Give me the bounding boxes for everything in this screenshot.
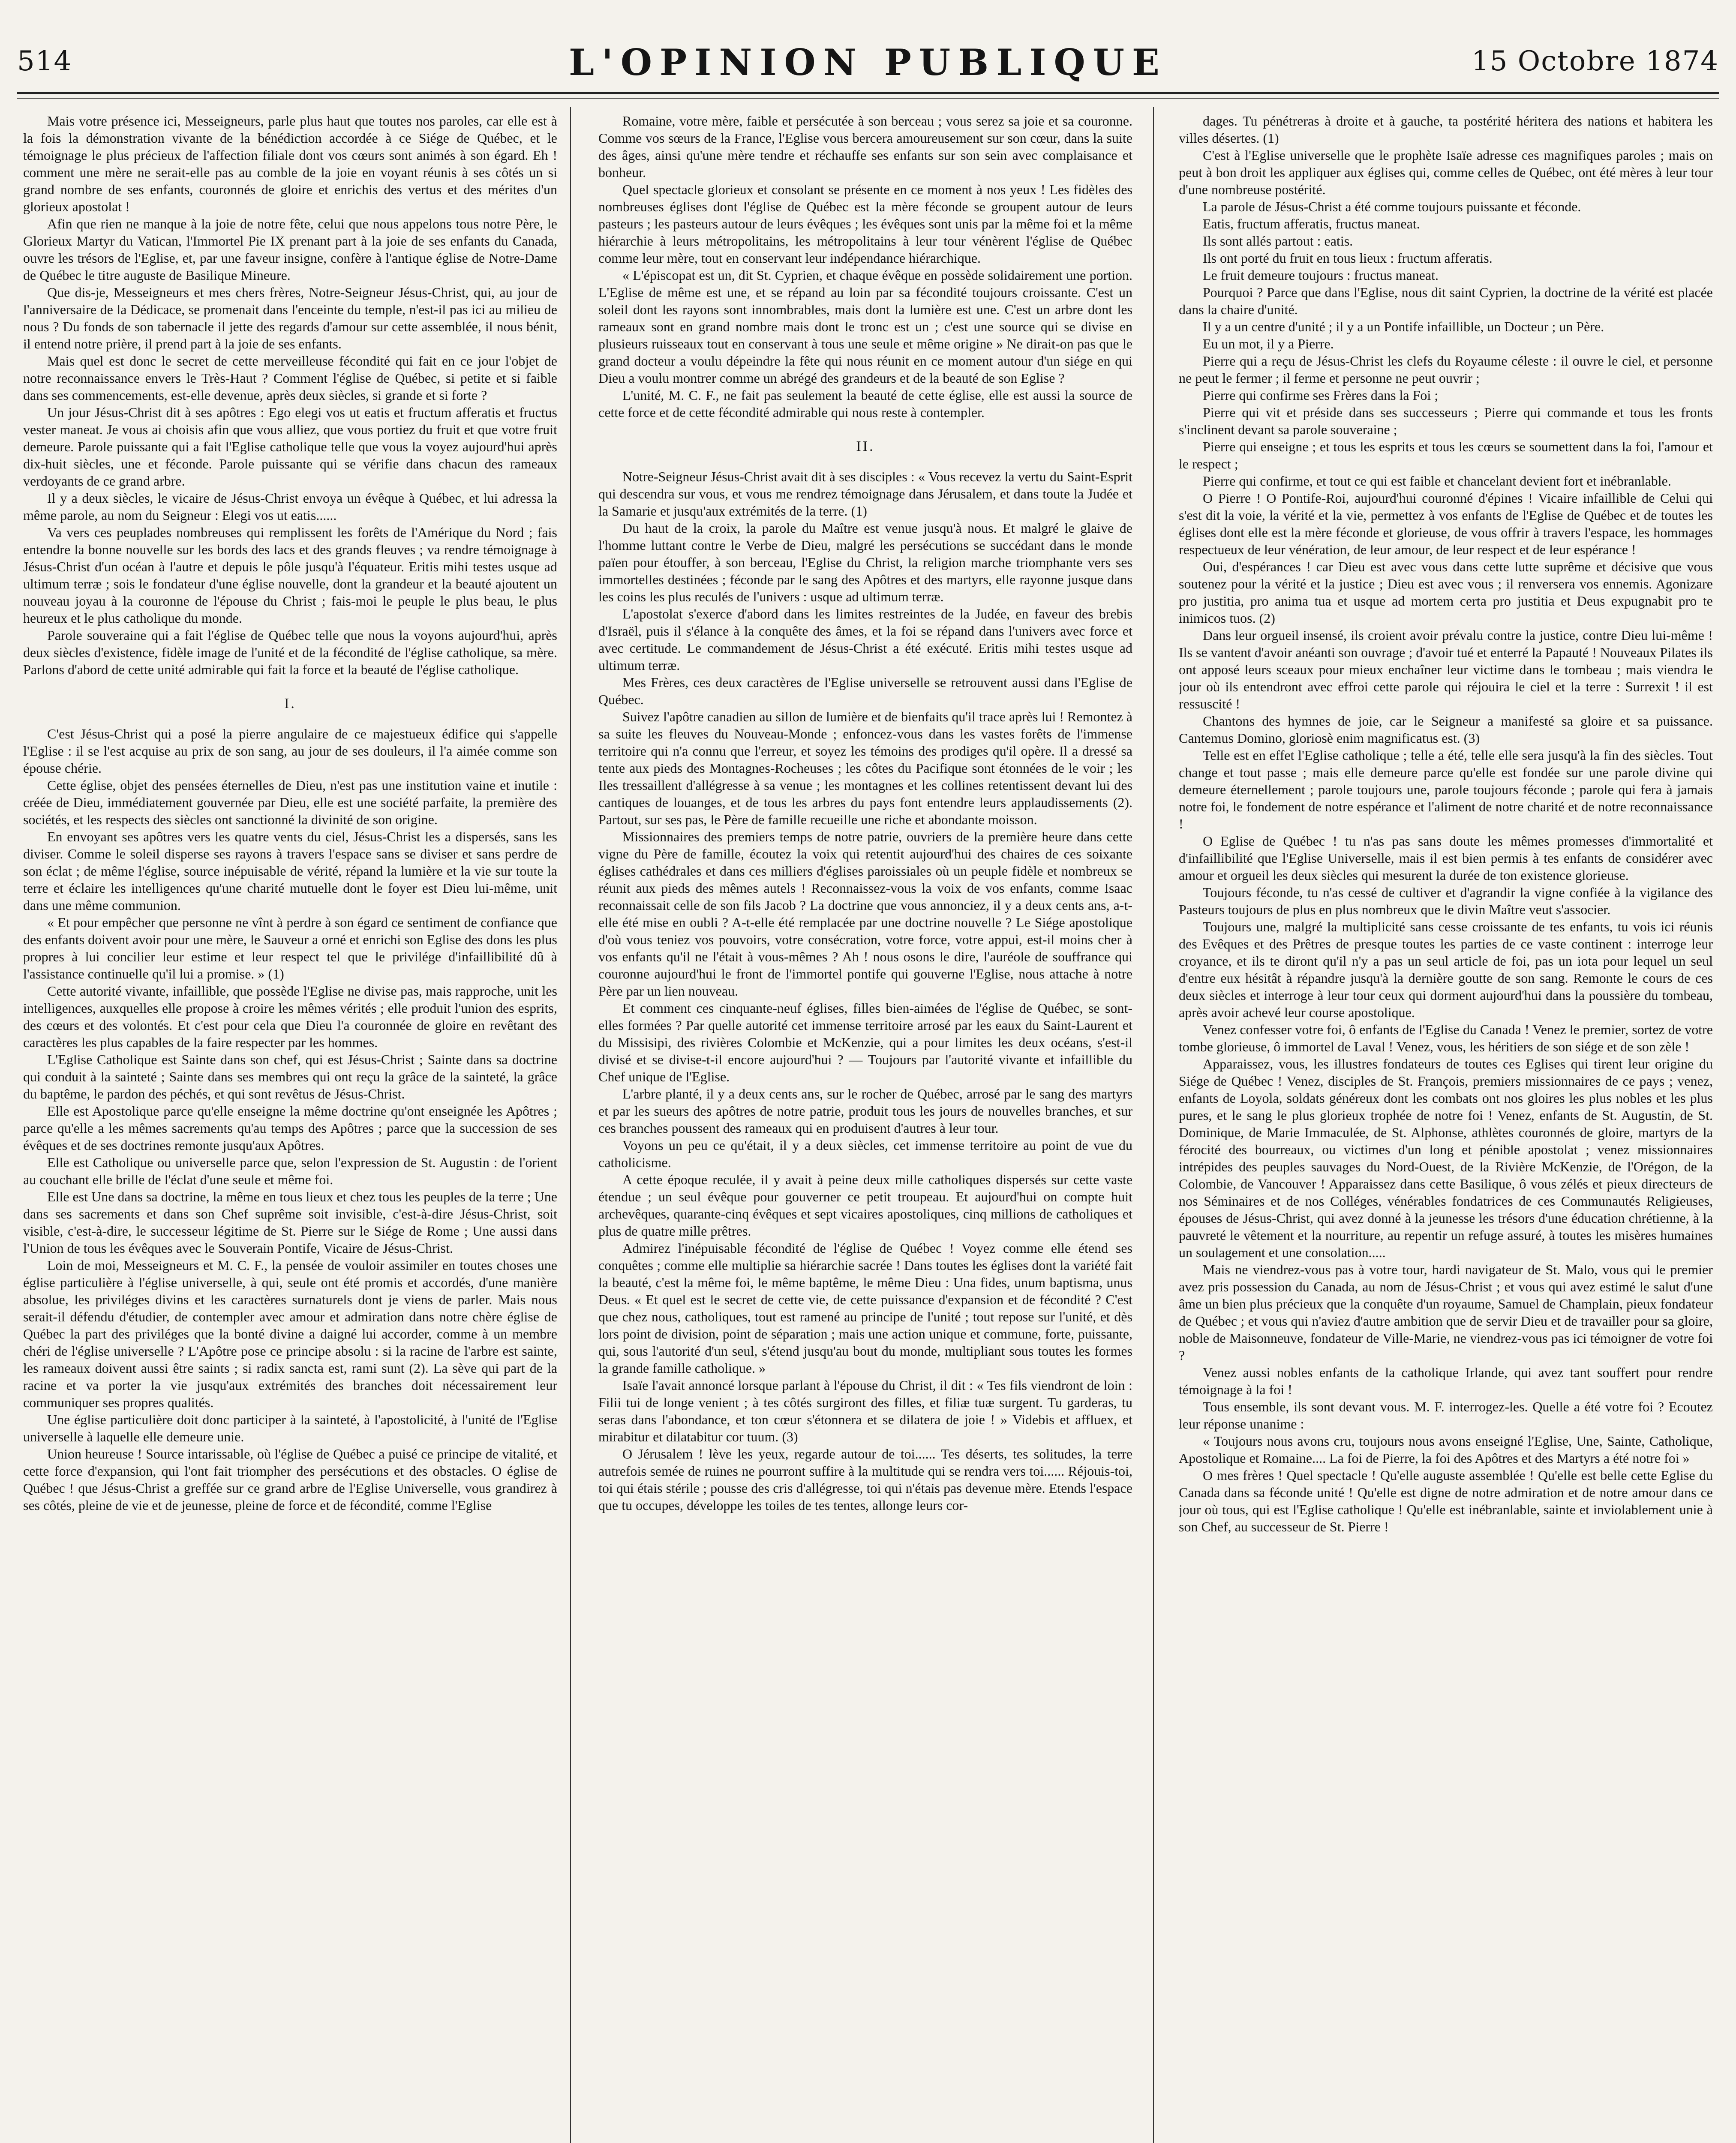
paragraph: Une église particulière doit donc participer à la sainteté, à l'apostolicité, à l'unité de l'Eglise universelle à laquelle elle demeure unie. <box>23 1412 557 1444</box>
paragraph: Afin que rien ne manque à la joie de notre fête, celui que nous appelons tous notre Père, le Glorieux Martyr du Vatican, l'Immortel Pie IX prenant part à la joie de ses enfants du Canada, ouvre les trésors de l'Eglise, et, par une faveur insigne, confère à l'antique église de Notre-Dame de Québec le titre auguste de Basilique Mineure. <box>23 216 557 283</box>
section-heading: I. <box>284 696 296 711</box>
paragraph: dages. Tu pénétreras à droite et à gauche, ta postérité héritera des nations et habitera les villes désertes. (1) <box>1179 113 1713 146</box>
paragraph: Apparaissez, vous, les illustres fondateurs de toutes ces Eglises qui tirent leur origine du Siége de Québec ! Venez, disciples de St. François, premiers missionnaires de ce pays ; venez, enfants de Loyola, soldats généreux dont les combats ont nos gloires les plus nobles et les plus pures, et le sang le plus glorieux trophée de notre foi ! Venez, enfants de St. Augustin, de St. Dominique, de Marie Immaculée, de St. Alphonse, athlètes couronnés de gloire, martyrs de la férocité des bourreaux, ou victimes d'un long et pénible apostolat ; venez missionnaires intrépides des peuples sauvages du Nord-Ouest, de la Rivière McKenzie, de l'Orégon, de la Colombie, de Vancouver ! Apparaissez dans cette Basilique, ô vous zélés et pieux directeurs de nos Séminaires et de nos Colléges, vénérables fondatrices de ces Communautés Religieuses, épouses de Jésus-Christ, qui avez donné à la jeunesse les trésors d'une éducation chrétienne, à la pauvreté le vêtement et la nourriture, au repentir un refuge assuré, à toutes les misères humaines un soulagement et une consolation..... <box>1179 1056 1713 1260</box>
paragraph: Eu un mot, il y a Pierre. <box>1203 336 1334 351</box>
paragraph: Missionnaires des premiers temps de notre patrie, ouvriers de la première heure dans cette vigne du Père de famille, écoutez la voix qui retentit aujourd'hui des chaires de ces soixante églises cathédrales et dans ces milliers d'églises paroissiales où un peuple fidèle et nombreux se réunit aux pieds des mêmes autels ! Reconnaissez-vous la voix de vos enfants, comme Isaac reconnaissait celle de son fils Jacob ? La doctrine que vous annonciez, il y a deux cents ans, a-t-elle été mise en oubli ? A-t-elle été remplacée par une doctrine nouvelle ? Le Siége apostolique d'où vous teniez vos pouvoirs, votre consécration, votre force, votre appui, est-il moins cher à vos enfants qu'il ne l'était à vous-mêmes ? Ah ! nous osons le dire, l'auréole de souffrance qui couronne aujourd'hui le front de l'immortel pontife qui gouverne l'Eglise, nous attache à notre Père par un lien nouveau. <box>598 829 1132 999</box>
paragraph: Romaine, votre mère, faible et persécutée à son berceau ; vous serez sa joie et sa couronne. Comme vos sœurs de la France, l'Eglise vous bercera amoureusement sur son cœur, dans la suite des âges, ainsi qu'une mère tendre et réchauffe ses enfants sur son sein avec complaisance et bonheur. <box>598 113 1132 180</box>
paragraph: « Et pour empêcher que personne ne vînt à perdre à son égard ce sentiment de confiance que des enfants doivent avoir pour une mère, le Sauveur a orné et enrichi son Eglise des dons les plus propres à lui concilier leur estime et leur respect tel que le privilége d'infaillibilité dû à l'assistance continuelle qu'il lui a promise. » (1) <box>23 915 557 981</box>
paragraph: Admirez l'inépuisable fécondité de l'église de Québec ! Voyez comme elle étend ses conquêtes ; comme elle multiplie sa hiérarchie sacrée ! Dans toutes les églises dont la variété fait la beauté, c'est la même foi, le même baptême, le même Dieu : Una fides, unum baptisma, unus Deus. « Et quel est le secret de cette vie, de cette puissance d'expansion et de fécondité ? C'est que chez nous, catholiques, tout est ramené au principe de l'unité ; tout repose sur l'unité, et dès lors point de division, point de séparation ; mais une action unique et commune, forte, puissante, qui, sous l'autorité d'un seul, s'étend jusqu'au bout du monde, multipliant sous toutes les formes la grande famille catholique. » <box>598 1240 1132 1376</box>
paragraph: Notre-Seigneur Jésus-Christ avait dit à ses disciples : « Vous recevez la vertu du Saint-Esprit qui descendra sur vous, et vous me rendrez témoignage dans Jérusalem, et dans toute la Judée et la Samarie et jusqu'aux extrémités de la terre. (1) <box>598 469 1132 519</box>
paragraph: En envoyant ses apôtres vers les quatre vents du ciel, Jésus-Christ les a dispersés, sans les diviser. Comme le soleil disperse ses rayons à travers l'espace sans se diviser et sans perdre de son éclat ; de même l'église, source inépuisable de vérité, répand la lumière et la vie sur toute la terre et éclaire les intelligences qu'une charité mutuelle dont le foyer est Dieu lui-même, unit dans une même communion. <box>23 829 557 913</box>
paragraph: O Pierre ! O Pontife-Roi, aujourd'hui couronné d'épines ! Vicaire infaillible de Celui qui s'est dit la voie, la vérité et la vie, permettez à vos enfants de l'Eglise de Québec et de toutes les églises dont elle est la mère féconde et glorieuse, de vous offrir à travers l'espace, les hommages respectueux de leur vénération, de leur amour, de leur respect et de leur espérance ! <box>1179 490 1713 557</box>
paragraph: Pierre qui a reçu de Jésus-Christ les clefs du Royaume céleste : il ouvre le ciel, et personne ne peut le fermer ; il ferme et personne ne peut ouvrir ; <box>1179 353 1713 386</box>
paragraph: Elle est Catholique ou universelle parce que, selon l'expression de St. Augustin : de l'orient au couchant elle brille de l'éclat d'une seule et même foi. <box>23 1155 557 1187</box>
paragraph: Tous ensemble, ils sont devant vous. M. F. interrogez-les. Quelle a été votre foi ? Ecoutez leur réponse unanime : <box>1179 1399 1713 1432</box>
paragraph: Un jour Jésus-Christ dit à ses apôtres : Ego elegi vos ut eatis et fructum afferatis et fructus vester maneat. Je vous ai choisis afin que vous alliez, que vous portiez du fruit et que votre fruit demeure. Parole puissante qui a fait l'Eglise catholique telle que vous la voyez aujourd'hui après dix-huit siècles, une et féconde. Parole puissante qui se vérifie dans chacun des rameaux verdoyants de ce grand arbre. <box>23 405 557 489</box>
paragraph: A cette époque reculée, il y avait à peine deux mille catholiques dispersés sur cette vaste étendue ; un seul évêque pour gouverner ce petit troupeau. Et aujourd'hui on compte huit archevêques, quarante-cinq évêques et sept vicaires apostoliques, cinq millions de catholiques et plus de quatre mille prêtres. <box>598 1172 1132 1239</box>
paragraph: Pierre qui confirme ses Frères dans la Foi ; <box>1203 387 1439 403</box>
paragraph: Voyons un peu ce qu'était, il y a deux siècles, cet immense territoire au point de vue du catholicisme. <box>598 1138 1132 1170</box>
paragraph: Mais votre présence ici, Messeigneurs, parle plus haut que toutes nos paroles, car elle est à la fois la démonstration vivante de la bénédiction accordée à ce Siége de Québec, et le témoignage le plus précieux de l'affection filiale dont vos cœurs sont animés à son égard. Eh ! comment une mère ne serait-elle pas au comble de la joie en voyant réunis à ses côtés un si grand nombre de ses enfants, couronnés de gloire et enrichis des vertus et des mérites d'un glorieux apostolat ! <box>23 113 557 214</box>
masthead <box>0 41 1736 82</box>
paragraph: Cette église, objet des pensées éternelles de Dieu, n'est pas une institution vaine et inutile : créée de Dieu, immédiatement gouvernée par Dieu, elle est une société parfaite, la première des sociétés, et les respects des siècles ont sanctionné la divinité de son origine. <box>23 777 557 827</box>
text-column-3 <box>1179 112 1713 2143</box>
paragraph: Oui, d'espérances ! car Dieu est avec vous dans cette lutte suprême et décisive que vous soutenez pour la vérité et la justice ; Dieu est avec vous ; il renversera vos ennemis. Agonizare pro justitia, pro anima tua et usque ad mortem certa pro justitia et Deus expugnabit pro te inimicos tuos. (2) <box>1179 559 1713 626</box>
paragraph: Ils sont allés partout : eatis. <box>1203 233 1353 249</box>
paragraph: Venez confesser votre foi, ô enfants de l'Eglise du Canada ! Venez le premier, sortez de votre tombe glorieuse, ô immortel de Laval ! Venez, vous, les héritiers de son siége et de son zèle ! <box>1179 1022 1713 1054</box>
page-number: 514 <box>17 45 72 77</box>
paragraph: Le fruit demeure toujours : fructus maneat. <box>1203 267 1439 283</box>
paragraph: Loin de moi, Messeigneurs et M. C. F., la pensée de vouloir assimiler en toutes choses une église particulière à l'église universelle, à qui, seule ont été promis et accordés, d'une manière absolue, les priviléges divins et les caractères surnaturels dont je viens de parler. Mais nous serait-il défendu d'étudier, de contempler avec amour et admiration dans notre chère église de Québec la part des priviléges que la bonté divine a daigné lui accorder, comme à un membre chéri de l'église universelle ? L'Apôtre pose ce principe absolu : si la racine de l'arbre est sainte, les rameaux doivent aussi être saints ; si radix sancta est, rami sunt (2). La sève qui part de la racine et va porter la vie jusqu'aux extrémités des branches doit nécessairement leur communiquer ses propres qualités. <box>23 1258 557 1410</box>
paragraph: Toujours une, malgré la multiplicité sans cesse croissante de tes enfants, tu vois ici réunis des Evêques et des Prêtres de presque toutes les parties de ce vaste continent : interroge leur croyance, et ils te diront qu'il n'y a pas un seul article de foi, pas un iota pour lequel un seul d'entre eux hésitât à répandre jusqu'à la dernière goutte de son sang. Remonte le cours de ces deux siècles et interroge à leur tour ceux qui dorment aujourd'hui dans la poussière du tombeau, après avoir achevé leur course apostolique. <box>1179 919 1713 1020</box>
paragraph: Mes Frères, ces deux caractères de l'Eglise universelle se retrouvent aussi dans l'Eglise de Québec. <box>598 675 1132 707</box>
paragraph: Parole souveraine qui a fait l'église de Québec telle que nous la voyons aujourd'hui, après deux siècles d'existence, fidèle image de l'unité et de la fécondité de l'église catholique, sa mère. Parlons d'abord de cette unité admirable qui fait la force et la beauté de l'église catholique. <box>23 627 557 677</box>
paragraph: Cette autorité vivante, infaillible, que possède l'Eglise ne divise pas, mais rapproche, unit les intelligences, auxquelles elle propose à croire les mêmes vérités ; elle produit l'union des esprits, des cœurs et des volontés. Et c'est pour cela que Dieu l'a couronnée de gloire en revêtant des caractères les plus capables de la faire respecter par les hommes. <box>23 983 557 1050</box>
paragraph: Ils ont porté du fruit en tous lieux : fructum afferatis. <box>1203 250 1493 266</box>
text-column-1 <box>23 112 557 2143</box>
paragraph: Va vers ces peuplades nombreuses qui remplissent les forêts de l'Amérique du Nord ; fais entendre la bonne nouvelle sur les bords des lacs et des grands fleuves ; va rendre témoignage à Jésus-Christ d'un océan à l'autre et depuis le pôle jusqu'à l'équateur. Eritis mihi testes usque ad ultimum terræ ; sois le fondateur d'une église nouvelle, dont la grandeur et la beauté ajoutent un nouveau joyau à la couronne de l'épouse du Christ ; fais-moi le peuple le plus beau, le plus heureux et le plus catholique du monde. <box>23 525 557 626</box>
masthead-rule-thin <box>17 98 1719 99</box>
paragraph: Pierre qui enseigne ; et tous les esprits et tous les cœurs se soumettent dans la foi, l'amour et le respect ; <box>1179 439 1713 471</box>
paragraph: Pierre qui vit et préside dans ses successeurs ; Pierre qui commande et tous les fronts s'inclinent devant sa parole souveraine ; <box>1179 405 1713 437</box>
paragraph: O Eglise de Québec ! tu n'as pas sans doute les mêmes promesses d'immortalité et d'infaillibilité que l'Eglise Universelle, mais il est bien permis à tes enfants de considérer avec amour et orgueil les deux siècles qui mesurent la durée de ton existence glorieuse. <box>1179 833 1713 883</box>
paragraph: Dans leur orgueil insensé, ils croient avoir prévalu contre la justice, contre Dieu lui-même ! Ils se vantent d'avoir anéanti son ouvrage ; d'avoir tué et enterré la Papauté ! Nouveaux Pilates ils ont apposé leurs sceaux pour mieux enchaîner leur victime dans le tombeau ; mais viendra le jour où ils entendront avec effroi cette parole qui réjouira le ciel et la terre : Surrexit ! il est ressuscité ! <box>1179 627 1713 711</box>
section-heading: II. <box>856 438 875 454</box>
column-divider <box>570 107 571 2143</box>
paragraph: La parole de Jésus-Christ a été comme toujours puissante et féconde. <box>1203 199 1581 214</box>
issue-date: 15 Octobre 1874 <box>1472 45 1719 77</box>
paragraph: Elle est Une dans sa doctrine, la même en tous lieux et chez tous les peuples de la terre ; Une dans ses sacrements et dans son Chef suprême soit invisible, c'est-à-dire Jésus-Christ, soit visible, c'est-à-dire, le successeur légitime de St. Pierre sur le Siége de Rome ; Une aussi dans l'Union de tous les évêques avec le Souverain Pontife, Vicaire de Jésus-Christ. <box>23 1189 557 1256</box>
column-divider <box>1153 107 1154 2143</box>
paragraph: Du haut de la croix, la parole du Maître est venue jusqu'à nous. Et malgré le glaive de l'homme luttant contre le Verbe de Dieu, malgré les persécutions se succédant dans le monde païen pour étouffer, à son berceau, l'Eglise du Christ, la religion marche triomphante vers ses immortelles destinées ; féconde par le sang des Apôtres et des martyrs, elle rayonne jusque dans les coins les plus reculés de l'univers : usque ad ultimum terræ. <box>598 520 1132 604</box>
paragraph: Mais ne viendrez-vous pas à votre tour, hardi navigateur de St. Malo, vous qui le premier avez pris possession du Canada, au nom de Jésus-Christ ; et vous qui avez estimé le salut d'une âme un bien plus précieux que la conquête d'un royaume, Samuel de Champlain, pieux fondateur de Québec ; et vous qui n'aviez d'autre ambition que de servir Dieu et de travailler pour sa gloire, noble de Maisonneuve, fondateur de Ville-Marie, ne viendrez-vous pas ici témoigner de votre foi ? <box>1179 1262 1713 1363</box>
paragraph: Venez aussi nobles enfants de la catholique Irlande, qui avez tant souffert pour rendre témoignage à la foi ! <box>1179 1365 1713 1397</box>
paragraph: Quel spectacle glorieux et consolant se présente en ce moment à nos yeux ! Les fidèles des nombreuses églises dont l'église de Québec est la mère féconde se groupent autour de leurs pasteurs ; les pasteurs autour de leurs évêques ; les évêques sont unis par la même foi et la même hiérarchie à leurs métropolitains, les métropolitains à leur tour vénèrent l'église de Québec comme leur mère, tout en conservant leur indépendance hiérarchique. <box>598 182 1132 266</box>
paragraph: Et comment ces cinquante-neuf églises, filles bien-aimées de l'église de Québec, se sont-elles formées ? Par quelle autorité cet immense territoire arrosé par les eaux du Saint-Laurent et du Missisipi, des rivières Colombie et McKenzie, qui a pour limites les deux océans, s'est-il divisé et se divise-t-il encore aujourd'hui ? — Toujours par l'autorité vivante et infaillible du Chef unique de l'Eglise. <box>598 1000 1132 1084</box>
paragraph: Isaïe l'avait annoncé lorsque parlant à l'épouse du Christ, il dit : « Tes fils viendront de loin : Filii tui de longe venient ; à tes côtés surgiront des filles, et filiæ tuæ surgent. Tu garderas, tu seras dans l'abondance, et ton cœur s'étonnera et se dilatera de joie ! » Videbis et affluex, et mirabitur et dilatabitur cor tuum. (3) <box>598 1378 1132 1444</box>
paragraph: Union heureuse ! Source intarissable, où l'église de Québec a puisé ce principe de vitalité, et cette force d'expansion, qui l'ont fait triompher des persécutions et des obstacles. O église de Québec ! que Jésus-Christ a greffée sur ce grand arbre de l'Eglise Universelle, vous grandirez à ses côtés, pleine de vie et de jeunesse, pleine de force et de fécondité, comme l'Eglise <box>23 1446 557 1513</box>
paragraph: Eatis, fructum afferatis, fructus maneat. <box>1203 216 1420 231</box>
paragraph: L'unité, M. C. F., ne fait pas seulement la beauté de cette église, elle est aussi la source de cette force et de cette fécondité admirable qui nous reste à contempler. <box>598 387 1132 420</box>
paragraph: Pierre qui confirme, et tout ce qui est faible et chancelant devient fort et inébranlable. <box>1203 473 1671 489</box>
paragraph: O mes frères ! Quel spectacle ! Qu'elle auguste assemblée ! Qu'elle est belle cette Eglise du Canada dans sa féconde unité ! Qu'elle est digne de notre admiration et de notre amour dans ce jour où tous, qui est l'Eglise catholique ! Qu'elle est inébranlable, sainte et inviolablement unie à son Chef, au successeur de St. Pierre ! <box>1179 1468 1713 1534</box>
paragraph: Il y a un centre d'unité ; il y a un Pontife infaillible, un Docteur ; un Père. <box>1203 319 1604 334</box>
paragraph: C'est à l'Eglise universelle que le prophète Isaïe adresse ces magnifiques paroles ; mais on peut à bon droit les appliquer aux églises qui, comme celles de Québec, ont été mères à leur tour d'une nombreuse postérité. <box>1179 147 1713 197</box>
publication-title: L'OPINION PUBLIQUE <box>569 41 1167 84</box>
paragraph: Mais quel est donc le secret de cette merveilleuse fécondité qui fait en ce jour l'objet de notre reconnaissance envers le Très-Haut ? Comment l'église de Québec, si petite et si faible dans ses commencements, est-elle devenue, après deux siècles, si grande et si forte ? <box>23 353 557 403</box>
paragraph: Suivez l'apôtre canadien au sillon de lumière et de bienfaits qu'il trace après lui ! Remontez à sa suite les fleuves du Nouveau-Monde ; enfoncez-vous dans les vastes forêts de l'immense territoire qui n'a connu que l'erreur, et soyez les témoins des prodiges qu'il opère. Il a dressé sa tente aux pieds des Montagnes-Rocheuses ; les côtes du Pacifique sont étonnées de le voir ; les Iles tressaillent d'allégresse à sa venue ; les montagnes et les collines retentissent devant lui des cantiques de louanges, et de tous les arbres du pays font entendre leurs applaudissements (2). Partout, sur ses pas, le Père de famille recueille une riche et abondante moisson. <box>598 709 1132 827</box>
paragraph: Toujours féconde, tu n'as cessé de cultiver et d'agrandir la vigne confiée à la vigilance des Pasteurs toujours de plus en plus nombreux que le divin Maître veut s'associer. <box>1179 885 1713 917</box>
masthead-rule-thick <box>17 92 1719 94</box>
paragraph: L'Eglise Catholique est Sainte dans son chef, qui est Jésus-Christ ; Sainte dans sa doctrine qui conduit à la sainteté ; Sainte dans ses membres qui ont reçu la grâce de la sainteté, la grâce du baptême, le pardon des péchés, et qui sont revêtus de Jésus-Christ. <box>23 1052 557 1102</box>
paragraph: Elle est Apostolique parce qu'elle enseigne la même doctrine qu'ont enseignée les Apôtres ; parce qu'elle a les mêmes sacrements qu'au temps des Apôtres ; parce que la succession de ses évêques et de ses doctrines remonte jusqu'aux Apôtres. <box>23 1103 557 1153</box>
paragraph: Chantons des hymnes de joie, car le Seigneur a manifesté sa gloire et sa puissance. Cantemus Domino, gloriosè enim magnificatus est. (3) <box>1179 713 1713 746</box>
text-column-2 <box>598 112 1132 2143</box>
paragraph: Pourquoi ? Parce que dans l'Eglise, nous dit saint Cyprien, la doctrine de la vérité est placée dans la chaire d'unité. <box>1179 285 1713 317</box>
paragraph: Telle est en effet l'Eglise catholique ; telle a été, telle elle sera jusqu'à la fin des siècles. Tout change et tout passe ; mais elle demeure parce qu'elle est fondée sur une parole divine qui demeure éternellement ; parole toujours une, parole toujours féconde ; parole qui fera à jamais notre foi, le fondement de notre espérance et l'aliment de notre charité et de notre reconnaissance ! <box>1179 747 1713 831</box>
paragraph: Que dis-je, Messeigneurs et mes chers frères, Notre-Seigneur Jésus-Christ, qui, au jour de l'anniversaire de la Dédicace, se promenait dans l'enceinte du temple, n'est-il pas ici au milieu de nous ? Du fonds de son tabernacle il jette des regards d'amour sur cette assemblée, il nous bénit, il entend notre prière, il prend part à la joie de ses enfants. <box>23 285 557 351</box>
paragraph: « L'épiscopat est un, dit St. Cyprien, et chaque évêque en possède solidairement une portion. L'Eglise de même est une, et se répand au loin par sa fécondité toujours croissante. C'est un soleil dont les rayons sont innombrables, mais dont la lumière est une. C'est un arbre dont les rameaux sont en grand nombre mais dont le tronc est un ; c'est une source qui se divise en plusieurs ruisseaux tout en conservant à tous une seule et même origine » Ne dirait-on pas que le grand docteur a voulu dépeindre la fête qui nous réunit en ce moment autour d'un siége en qui Dieu a voulu montrer comme un abrégé des grandeurs et de la beauté de son Eglise ? <box>598 267 1132 386</box>
paragraph: O Jérusalem ! lève les yeux, regarde autour de toi...... Tes déserts, tes solitudes, la terre autrefois semée de ruines ne pourront suffire à la multitude qui se rendra vers toi...... Réjouis-toi, toi qui étais stérile ; pousse des cris d'allégresse, toi qui n'étais pas devenue mère. Etends l'espace que tu occupes, développe les toiles de tes tentes, allonge leurs cor- <box>598 1446 1132 1513</box>
paragraph: L'apostolat s'exerce d'abord dans les limites restreintes de la Judée, en faveur des brebis d'Israël, puis il s'élance à la conquête des âmes, et la foi se répand dans l'univers avec force et avec certitude. Le commandement de Jésus-Christ a été exécuté. Eritis mihi testes usque ad ultimum terræ. <box>598 606 1132 673</box>
paragraph: Il y a deux siècles, le vicaire de Jésus-Christ envoya un évêque à Québec, et lui adressa la même parole, au nom du Seigneur : Elegi vos ut eatis...... <box>23 490 557 523</box>
paragraph: L'arbre planté, il y a deux cents ans, sur le rocher de Québec, arrosé par le sang des martyrs et par les sueurs des apôtres de notre patrie, produit tous les jours de nouvelles branches, et sur ces branches poussent des rameaux qui en produisent d'autres à leur tour. <box>598 1086 1132 1136</box>
paragraph: C'est Jésus-Christ qui a posé la pierre angulaire de ce majestueux édifice qui s'appelle l'Eglise : il se l'est acquise au prix de son sang, au jour de ses douleurs, il l'a aimée comme son épouse chérie. <box>23 726 557 776</box>
paragraph: « Toujours nous avons cru, toujours nous avons enseigné l'Eglise, Une, Sainte, Catholique, Apostolique et Romaine.... La foi de Pierre, la foi des Apôtres et des Martyrs a été notre foi » <box>1179 1433 1713 1466</box>
